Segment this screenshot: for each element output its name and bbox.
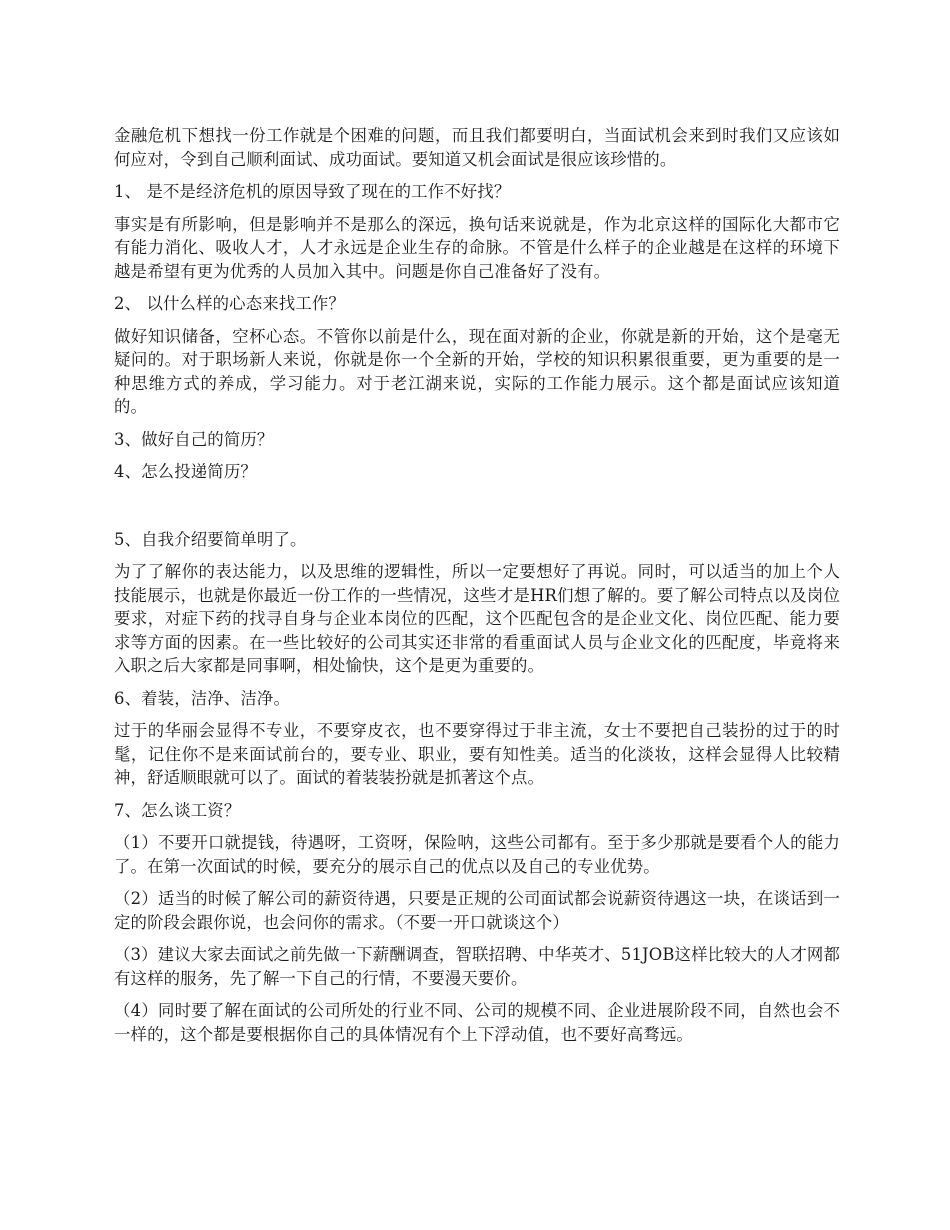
section-heading-2: 2、 以什么样的心态来找工作？	[114, 294, 345, 313]
section-heading-5: 5、自我介绍要简单明了。	[114, 529, 307, 549]
section-heading-3: 3、做好自己的简历？	[114, 429, 274, 449]
salary-tip-2: （2）适当的时候了解公司的薪资待遇，只要是正规的公司面试都会说薪资待遇这一块，在谈话到一定的阶段会跟你说，也会问你的需求。（不要一开口就谈这个）	[114, 889, 840, 932]
salary-tip-4: （4）同时要了解在面试的公司所处的行业不同、公司的规模不同、企业进展阶段不同，自然也会不一样的，这个都是要根据你自己的具体情况有个上下浮动值，也不要好高骛远。	[114, 1001, 840, 1044]
section-heading-1: 1、 是不是经济危机的原因导致了现在的工作不好找？	[114, 182, 511, 201]
salary-tip-1: （1）不要开口就提钱，待遇呀，工资呀，保险呐，这些公司都有。至于多少那就是要看个人的能力了。在第一次面试的时候，要充分的展示自己的优点以及自己的专业优势。	[114, 833, 840, 876]
section-heading-7: 7、怎么谈工资？	[114, 800, 241, 820]
section-body-6: 过于的华丽会显得不专业，不要穿皮衣，也不要穿得过于非主流，女士不要把自己装扮的过于的时髦，记住你不是来面试前台的，要专业、职业，要有知性美。适当的化淡妆，这样会显得人比较精神，舒适顺眼就可以了。面试的着装装扮就是抓著这个点。	[114, 721, 840, 787]
section-heading-4: 4、怎么投递简历？	[114, 462, 257, 481]
section-heading-6: 6、着装，洁净、洁净。	[114, 688, 290, 708]
salary-tip-3: （3）建议大家去面试之前先做一下薪酬调查，智联招聘、中华英才、51JOB这样比较大的人才网都有这样的服务，先了解一下自己的行情，不要漫天要价。	[114, 945, 840, 988]
section-body-1: 事实是有所影响，但是影响并不是那么的深远，换句话来说就是，作为北京这样的国际化大都市它有能力消化、吸收人才，人才永远是企业生存的命脉。不管是什么样子的企业越是在这样的环境下越是希望有更为优秀的人员加入其中。问题是你自己准备好了没有。	[114, 214, 840, 281]
intro-paragraph: 金融危机下想找一份工作就是个困难的问题，而且我们都要明白，当面试机会来到时我们又应该如何应对，令到自己顺利面试、成功面试。要知道又机会面试是很应该珍惜的。	[114, 126, 840, 169]
document-page	[114, 124, 840, 1055]
section-body-2: 做好知识储备，空杯心态。不管你以前是什么，现在面对新的企业，你就是新的开始，这个是毫无疑问的。对于职场新人来说，你就是你一个全新的开始，学校的知识积累很重要，更为重要的是一种思维方式的养成，学习能力。对于老江湖来说，实际的工作能力展示。这个都是面试应该知道的。	[114, 326, 840, 416]
section-body-5: 为了了解你的表达能力，以及思维的逻辑性，所以一定要想好了再说。同时，可以适当的加上个人技能展示，也就是你最近一份工作的一些情况，这些才是HR们想了解的。要了解公司特点以及岗位要求，对症下药的找寻自身与企业本岗位的匹配，这个匹配包含的是企业文化、岗位匹配、能力要求等方面的因素。在一些比较好的公司其实还非常的看重面试人员与企业文化的匹配度，毕竟将来入职之后大家都是同事啊，相处愉快，这个是更为重要的。	[114, 562, 840, 675]
